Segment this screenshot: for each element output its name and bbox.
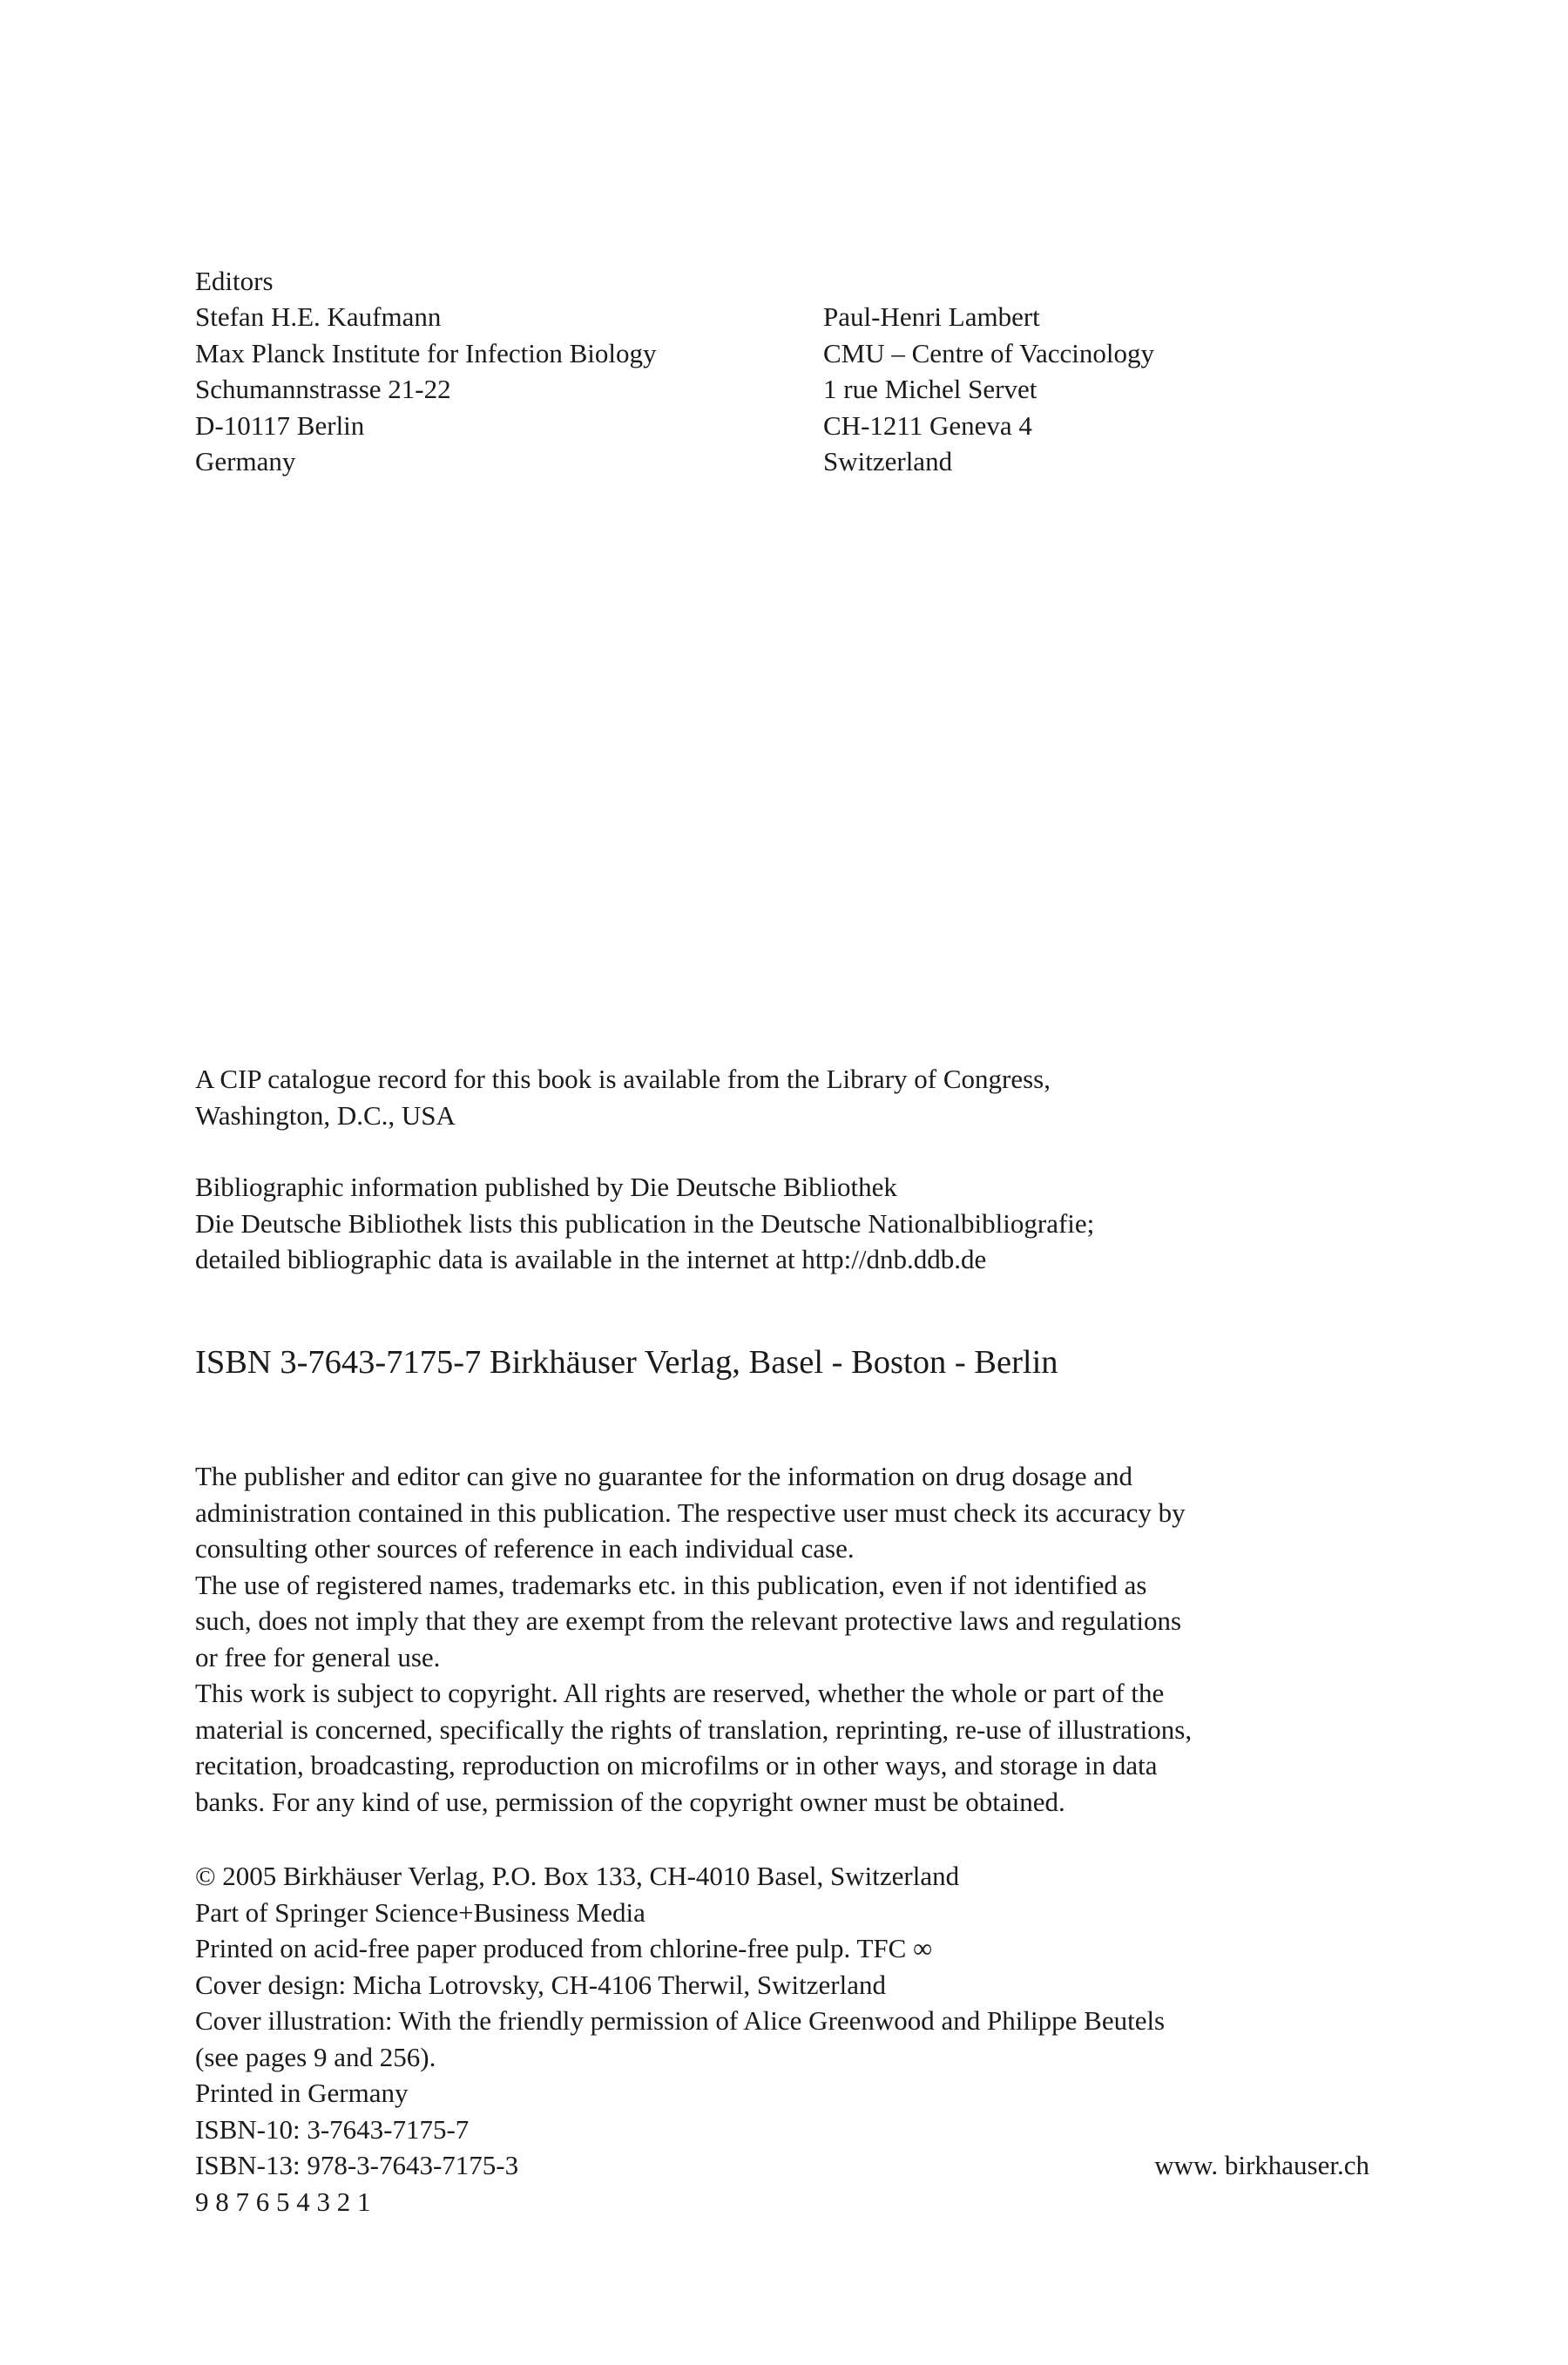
copyright-line: © 2005 Birkhäuser Verlag, P.O. Box 133, CH-4010 Basel, Switzerland	[195, 1861, 960, 1891]
disclaimer	[195, 1458, 1389, 1820]
editors-label	[195, 263, 274, 300]
editor-line: Germany	[195, 446, 296, 476]
editor-line: Switzerland	[823, 446, 953, 476]
editor-line: Schumannstrasse 21-22	[195, 374, 451, 404]
disclaimer-line: The use of registered names, trademarks etc. in this publication, even if not identified as	[195, 1569, 1147, 1600]
disclaimer-line: banks. For any kind of use, permission of the copyright owner must be obtained.	[195, 1786, 1065, 1817]
dnb-line: detailed bibliographic data is available in the internet at http://dnb.ddb.de	[195, 1244, 987, 1274]
isbn-13: ISBN-13: 978-3-7643-7175-3	[195, 2150, 519, 2180]
editors-heading: Editors	[195, 266, 274, 296]
copyright-line: Cover illustration: With the friendly permission of Alice Greenwood and Philippe Beutels	[195, 2005, 1166, 2036]
disclaimer-line: consulting other sources of reference in each individual case.	[195, 1533, 855, 1564]
publisher-website: www. birkhauser.ch	[1154, 2150, 1369, 2180]
copyright-line: Part of Springer Science+Business Media	[195, 1896, 645, 1928]
editor-line: Max Planck Institute for Infection Biology	[195, 337, 657, 368]
editor-line: D-10117 Berlin	[195, 409, 365, 441]
dnb-line: Die Deutsche Bibliothek lists this publication in the Deutsche Nationalbibliografie;	[195, 1207, 1095, 1239]
disclaimer-line: recitation, broadcasting, reproduction on microfilms or in other ways, and storage in data	[195, 1750, 1158, 1781]
editor-line: Paul-Henri Lambert	[823, 301, 1040, 332]
disclaimer-line: material is concerned, specifically the rights of translation, reprinting, re-use of illustrations,	[195, 1713, 1193, 1745]
editor-line: CMU – Centre of Vaccinology	[823, 337, 1154, 368]
isbn-statement	[195, 1340, 1058, 1385]
editor-kaufmann-address	[195, 299, 656, 480]
cip-line: A CIP catalogue record for this book is available from the Library of Congress,	[195, 1064, 1051, 1094]
bibliographic-info	[195, 1169, 1094, 1278]
print-line: 9 8 7 6 5 4 3 2 1	[195, 2186, 371, 2217]
disclaimer-line: such, does not imply that they are exempt from the relevant protective laws and regulations	[195, 1605, 1182, 1636]
isbn-publisher-line: ISBN 3-7643-7175-7 Birkhäuser Verlag, Basel - Boston - Berlin	[195, 1344, 1058, 1381]
editor-line: CH-1211 Geneva 4	[823, 409, 1032, 441]
disclaimer-line: The publisher and editor can give no guarantee for the information on drug dosage and	[195, 1461, 1133, 1491]
copyright-line: Printed on acid-free paper produced from chlorine-free pulp. TFC ∞	[195, 1933, 933, 1963]
isbn-10: ISBN-10: 3-7643-7175-7	[195, 2113, 470, 2145]
dnb-line: Bibliographic information published by Die Deutsche Bibliothek	[195, 1172, 897, 1202]
editor-line: Stefan H.E. Kaufmann	[195, 301, 442, 332]
cip-record	[195, 1061, 1051, 1133]
editor-line: 1 rue Michel Servet	[823, 374, 1037, 404]
copyright-notice	[195, 1858, 1165, 2220]
copyright-line: (see pages 9 and 256).	[195, 2041, 436, 2072]
copyright-line: Printed in Germany	[195, 2078, 409, 2108]
disclaimer-line: This work is subject to copyright. All rights are reserved, whether the whole or part of the	[195, 1678, 1165, 1708]
copyright-line: Cover design: Micha Lotrovsky, CH-4106 Therwil, Switzerland	[195, 1969, 886, 2000]
disclaimer-line: administration contained in this publication. The respective user must check its accuracy by	[195, 1497, 1186, 1528]
disclaimer-line: or free for general use.	[195, 1641, 441, 1672]
editor-lambert-address	[823, 299, 1154, 480]
cip-line: Washington, D.C., USA	[195, 1099, 456, 1131]
